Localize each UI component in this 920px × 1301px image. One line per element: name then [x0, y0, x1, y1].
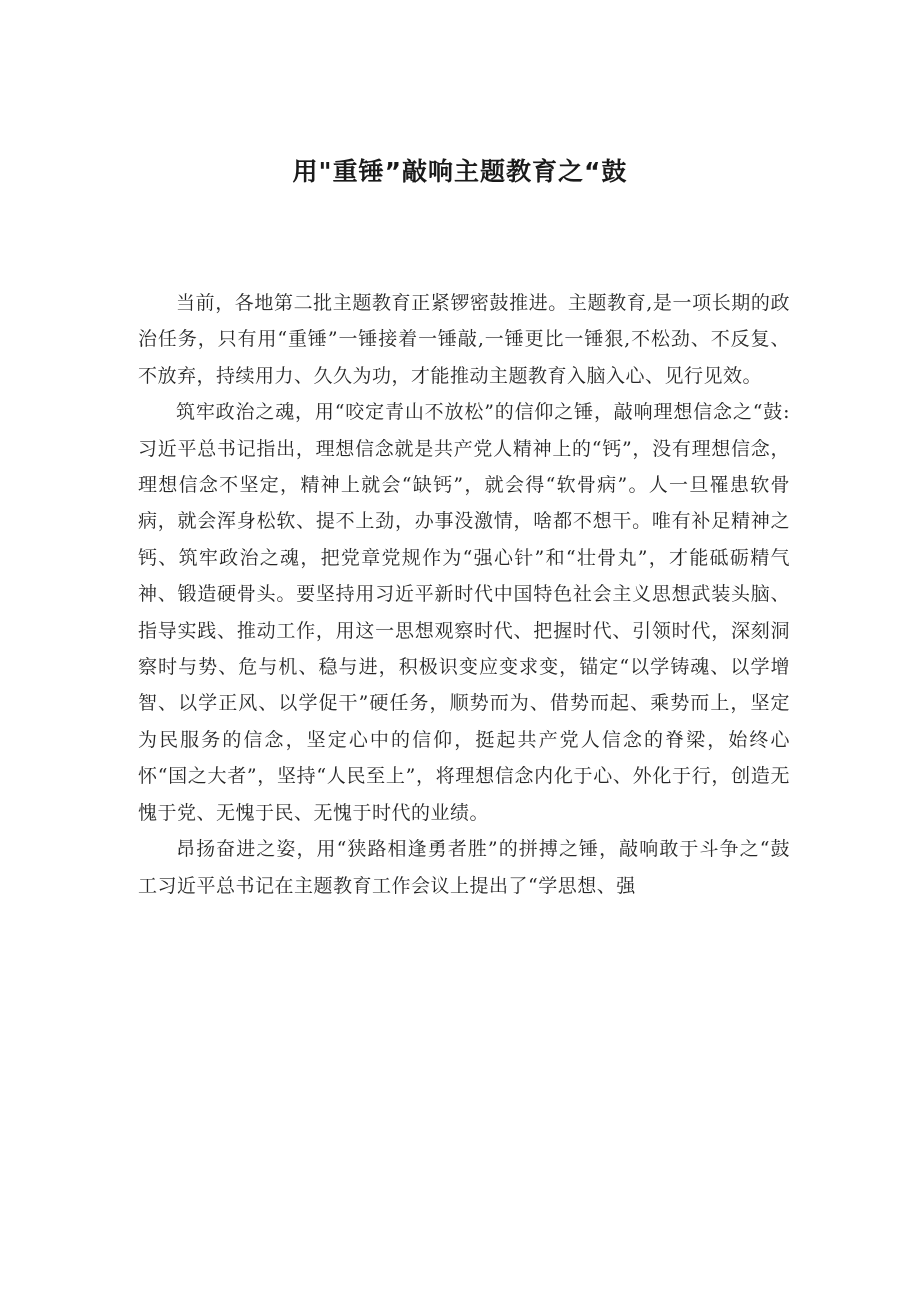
paragraph-intro: 当前，各地第二批主题教育正紧锣密鼓推进。主题教育,是一项长期的政治任务，只有用“重锤”一锤接着一锤敲,一锤更比一锤狠,不松劲、不反复、不放弃，持续用力、久久为功，才能推动主题教育入脑入心、见行见效。	[138, 292, 790, 387]
document-body	[138, 285, 790, 904]
paragraph-political-soul: 筑牢政治之魂，用“咬定青山不放松”的信仰之锤，敲响理想信念之“鼓:习近平总书记指出，理想信念就是共产党人精神上的“钙”，没有理想信念，理想信念不坚定，精神上就会“缺钙”，就会得“软骨病”。人一旦罹患软骨病，就会浑身松软、提不上劲，办事没激情，啥都不想干。唯有补足精神之钙、筑牢政治之魂，把党章党规作为“强心针”和“壮骨丸”，才能砥砺精气神、锻造硬骨头。要坚持用习近平新时代中国特色社会主义思想武装头脑、指导实践、推动工作，用这一思想观察时代、把握时代、引领时代，深刻洞察时与势、危与机、稳与进，积极识变应变求变，锚定“以学铸魂、以学增智、以学正风、以学促干”硬任务，顺势而为、借势而起、乘势而上，坚定为民服务的信念，坚定心中的信仰，挺起共产党人信念的脊梁，始终心怀“国之大者”，坚持“人民至上”，将理想信念内化于心、外化于行，创造无愧于党、无愧于民、无愧于时代的业绩。	[138, 401, 790, 824]
document-title: 用"重锤”敲响主题教育之“鼓	[292, 157, 628, 186]
paragraph-striving-posture: 昂扬奋进之姿，用“狭路相逢勇者胜”的拼搏之锤，敲响敢于斗争之“鼓工习近平总书记在主题教育工作会议上提出了“学思想、强	[138, 838, 790, 897]
